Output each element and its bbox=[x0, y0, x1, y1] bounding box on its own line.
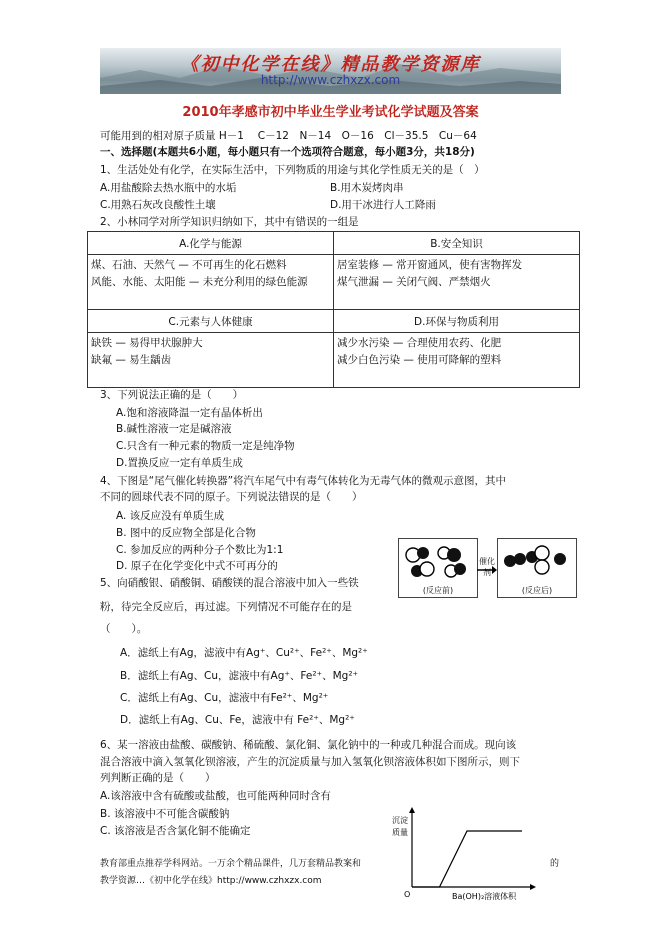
exam-title: 2010年孝感市初中毕业生学业考试化学试题及答案 bbox=[182, 105, 479, 120]
table-cell-a bbox=[88, 255, 334, 310]
q4-stem-line1: 4、下图是“尾气催化转换器”将汽车尾气中有毒气体转化为无毒气体的微观示意图，其中 bbox=[100, 475, 507, 487]
y-axis-arrow-icon bbox=[409, 807, 415, 813]
banner-title: 《初中化学在线》精品教学资源库 bbox=[180, 54, 481, 75]
q6-option-a: A.该溶液中含有硫酸或盐酸，也可能两种同时含有 bbox=[100, 790, 331, 802]
footer-line2[interactable]: 教学资源…《初中化学在线》http://www.czhxzx.com bbox=[100, 876, 322, 886]
q5-stem-line2: 粉，待完全反应后，再过滤。下列情况不可能存在的是 bbox=[100, 601, 352, 613]
reaction-after-box bbox=[497, 538, 577, 598]
table-d-line1: 减少水污染 — 合理使用农药、化肥 bbox=[337, 337, 502, 349]
table-b-line1: 居室装修 — 常开窗通风，使有害物挥发 bbox=[337, 259, 523, 271]
origin-label: O bbox=[404, 890, 411, 899]
q1-option-b: B.用木炭烤肉串 bbox=[330, 182, 404, 194]
table-cell-c bbox=[88, 333, 334, 388]
footer-line1-end: 的 bbox=[550, 859, 560, 869]
q5-option-b: B．滤纸上有Ag、Cu，滤液中有Ag⁺、Fe²⁺、Mg²⁺ bbox=[120, 670, 359, 682]
y-label-1: 沉淀 bbox=[392, 816, 408, 825]
q3-option-d: D.置换反应一定有单质生成 bbox=[116, 457, 243, 469]
section-heading: 一、选择题(本题共6小题，每小题只有一个选项符合题意，每小题3分，共18分) bbox=[100, 146, 475, 158]
table-b-line2: 煤气泄漏 — 关闭气阀、严禁烟火 bbox=[337, 276, 491, 288]
q4-stem-line2: 不同的圆球代表不同的原子。下列说法错误的是（ ） bbox=[100, 491, 363, 503]
table-cell-d bbox=[334, 333, 580, 388]
table-c-line1: 缺铁 — 易得甲状腺肿大 bbox=[91, 337, 203, 349]
q6-stem-line2: 混合溶液中滴入氢氧化钡溶液，产生的沉淀质量与加入氢氧化钡溶液体积如下图所示，则下 bbox=[100, 756, 520, 768]
before-label: (反应前) bbox=[422, 586, 454, 595]
x-label: Ba(OH)₂溶液体积 bbox=[452, 892, 517, 901]
q4-option-c: C. 参加反应的两种分子个数比为1:1 bbox=[116, 544, 284, 556]
precipitate-chart bbox=[390, 805, 540, 905]
series-line bbox=[412, 831, 522, 887]
table-c-line2: 缺氟 — 易生龋齿 bbox=[91, 354, 172, 366]
site-banner bbox=[100, 48, 561, 94]
q4-option-b: B. 图中的反应物全部是化合物 bbox=[116, 527, 256, 539]
q4-option-a: A. 该反应没有单质生成 bbox=[116, 510, 225, 522]
knowledge-table bbox=[87, 231, 580, 388]
table-a-line2: 风能、水能、太阳能 — 未充分利用的绿色能源 bbox=[91, 276, 308, 288]
q6-option-c: C. 该溶液是否含氯化铜不能确定 bbox=[100, 825, 251, 837]
q6-option-b: B. 该溶液中不可能含碳酸钠 bbox=[100, 808, 230, 820]
table-head-d: D.环保与物质利用 bbox=[334, 310, 580, 333]
q1-option-a: A.用盐酸除去热水瓶中的水垢 bbox=[100, 182, 237, 194]
table-head-b: B.安全知识 bbox=[334, 232, 580, 255]
table-d-line2: 减少白色污染 — 使用可降解的塑料 bbox=[337, 354, 502, 366]
q3-stem: 3、下列说法正确的是（ ） bbox=[100, 389, 244, 401]
x-axis-arrow-icon bbox=[530, 884, 536, 890]
q3-option-b: B.碱性溶液一定是碱溶液 bbox=[116, 423, 232, 435]
q5-stem-line3: （ ）。 bbox=[100, 623, 148, 635]
q5-option-c: C．滤纸上有Ag、Cu，滤液中有Fe²⁺、Mg²⁺ bbox=[120, 692, 329, 704]
atomic-mass-line: 可能用到的相对原子质量 H－1 C－12 N－14 O－16 Cl－35.5 Cu－64 bbox=[100, 130, 477, 142]
reaction-arrow-icon bbox=[477, 565, 497, 575]
q2-stem: 2、小林同学对所学知识归纳如下，其中有错误的一组是 bbox=[100, 216, 359, 228]
table-cell-b bbox=[334, 255, 580, 310]
q1-option-c: C.用熟石灰改良酸性土壤 bbox=[100, 199, 216, 211]
q5-option-a: A．滤纸上有Ag，滤液中有Ag⁺、Cu²⁺、Fe²⁺、Mg²⁺ bbox=[120, 647, 368, 659]
q3-option-a: A.饱和溶液降温一定有晶体析出 bbox=[116, 407, 263, 419]
table-head-c: C.元素与人体健康 bbox=[88, 310, 334, 333]
q5-option-d: D．滤纸上有Ag、Cu、Fe，滤液中有 Fe²⁺、Mg²⁺ bbox=[120, 714, 355, 726]
catalyst-label: 催化剂 bbox=[479, 557, 495, 577]
q1-option-d: D.用干冰进行人工降雨 bbox=[330, 199, 436, 211]
q5-stem-line1: 5、向硝酸银、硝酸铜、硝酸镁的混合溶液中加入一些铁 bbox=[100, 577, 359, 589]
q6-stem-line3: 列判断正确的是（ ） bbox=[100, 772, 216, 784]
y-label-2: 质量 bbox=[392, 828, 408, 837]
q6-stem-line1: 6、某一溶液由盐酸、碳酸钠、稀硫酸、氯化铜、氯化钠中的一种或几种混合而成。现向该 bbox=[100, 739, 517, 751]
q4-option-d: D. 原子在化学变化中式不可再分的 bbox=[116, 560, 278, 572]
reaction-before-box bbox=[398, 538, 478, 598]
table-a-line1: 煤、石油、天然气 — 不可再生的化石燃料 bbox=[91, 259, 287, 271]
q1-stem: 1、生活处处有化学，在实际生活中，下列物质的用途与其化学性质无关的是（ ） bbox=[100, 164, 485, 176]
q3-option-c: C.只含有一种元素的物质一定是纯净物 bbox=[116, 440, 295, 452]
after-label: (反应后) bbox=[521, 586, 553, 595]
table-head-a: A.化学与能源 bbox=[88, 232, 334, 255]
footer-line1: 教育部重点推荐学科网站。一万余个精品课件，几万套精品教案和 bbox=[100, 859, 362, 869]
banner-url[interactable]: http://www.czhxzx.com bbox=[260, 73, 401, 87]
